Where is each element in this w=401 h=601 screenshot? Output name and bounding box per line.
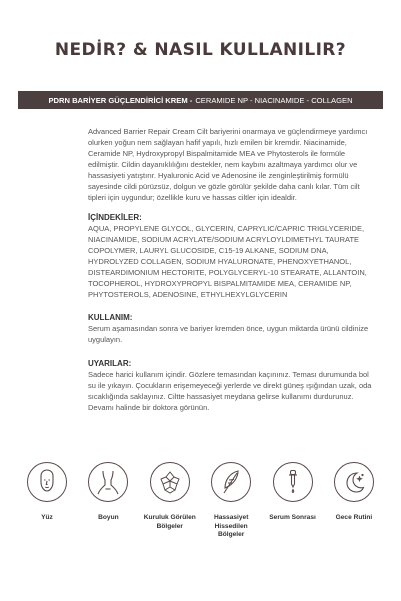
moon-icon xyxy=(334,462,374,502)
icon-item-night xyxy=(325,462,383,540)
product-description: Advanced Barrier Repair Cream Cilt bariyerini onarmaya ve güçlendirmeye yardımcı olurken yoğun nem sağlayan hafif yapılı, hızlı emilen bir kremdir. Niacinamide, Ceramide NP, Hydroxypropyl Bispalmitamide MEA ve Phytosterols ile formüle edilmiştir. Cildin dayanıklılığını destekler, nem kaybını azaltmaya yardımcı olur ve hassasiyeti yatıştırır. Hyaluronic Acid ve Adenosine ile zenginleştirilmiş formülü sayesinde cildi pürüzsüz, dolgun ve gözle görülür şekilde daha canlı kılar. Tüm cilt tipleri için uygundur; özellikle kuru ve hassas ciltler için idealdir. xyxy=(88,127,368,202)
page-title: NEDİR? & NASIL KULLANILIR? xyxy=(54,40,347,60)
icon-label-dry-skin: Kuruluk Görülen Bölgeler xyxy=(143,514,196,530)
banner-ingredients: CERAMIDE NP - NIACINAMIDE - COLLAGEN xyxy=(195,95,353,105)
icon-label-face: Yüz xyxy=(41,514,53,521)
icon-item-dry-skin xyxy=(141,462,199,540)
icon-label-night: Gece Rutini xyxy=(335,514,373,521)
usage-heading: KULLANIM: xyxy=(88,313,133,322)
face-icon xyxy=(27,462,67,502)
icon-item-neck xyxy=(79,462,137,540)
warnings-text: Sadece harici kullanım içindir. Gözlere temasından kaçınınız. Teması durumunda bol su ile yıkayın. Çocukların erişemeyeceği yerlerde ve direkt güneş ışığından uzak, oda sıcaklığında saklayınız. Ciltte hassasiyet meydana gelirse kullanımı durdurunuz. Devamı halinde bir doktora görünün. xyxy=(88,370,372,412)
dry-skin-icon xyxy=(150,462,190,502)
dropper-icon xyxy=(273,462,313,502)
ingredients-section xyxy=(88,212,373,300)
icon-label-serum: Serum Sonrası xyxy=(269,514,316,521)
usage-icons-row xyxy=(18,462,383,540)
warnings-section xyxy=(88,358,373,413)
ingredients-heading: İÇİNDEKİLER: xyxy=(88,213,142,222)
ingredients-text: AQUA, PROPYLENE GLYCOL, GLYCERIN, CAPRYLIC/CAPRIC TRIGLYCERIDE, NIACINAMIDE, SODIUM ACRYLATE/SODIUM ACRYLOYLDIMETHYL TAURATE COPOLYMER, LAURYL GLUCOSIDE, C15-19 ALKANE, SODIUM DNA, HYDROLYZED COLLAGEN, SODIUM HYALURONATE, PHENOXYETHANOL, DISTEARDIMONIUM HECTORITE, POLYGLYCERYL-10 STEARATE, ALLANTOIN, TOCOPHEROL, HYDROXYPROPYL BISPALMITAMIDE MEA, CERAMIDE NP, PHYTOSTEROLS, ADENOSINE, ETHYLHEXYLGLYCERIN xyxy=(88,224,367,299)
usage-section xyxy=(88,312,373,345)
product-banner xyxy=(18,91,383,109)
warnings-heading: UYARILAR: xyxy=(88,359,132,368)
neck-icon xyxy=(88,462,128,502)
icon-item-face xyxy=(18,462,76,540)
icon-label-sensitive: Hassasiyet Hissedilen Bölgeler xyxy=(213,514,249,538)
icon-item-serum xyxy=(264,462,322,540)
icon-item-sensitive xyxy=(202,462,260,540)
banner-product-name: PDRN BARİYER GÜÇLENDİRİCİ KREM - xyxy=(48,95,193,105)
icon-label-neck: Boyun xyxy=(98,514,119,521)
feather-icon xyxy=(211,462,251,502)
usage-text: Serum aşamasından sonra ve bariyer kremden önce, uygun miktarda ürünü cildinize uygulayın. xyxy=(88,324,369,344)
